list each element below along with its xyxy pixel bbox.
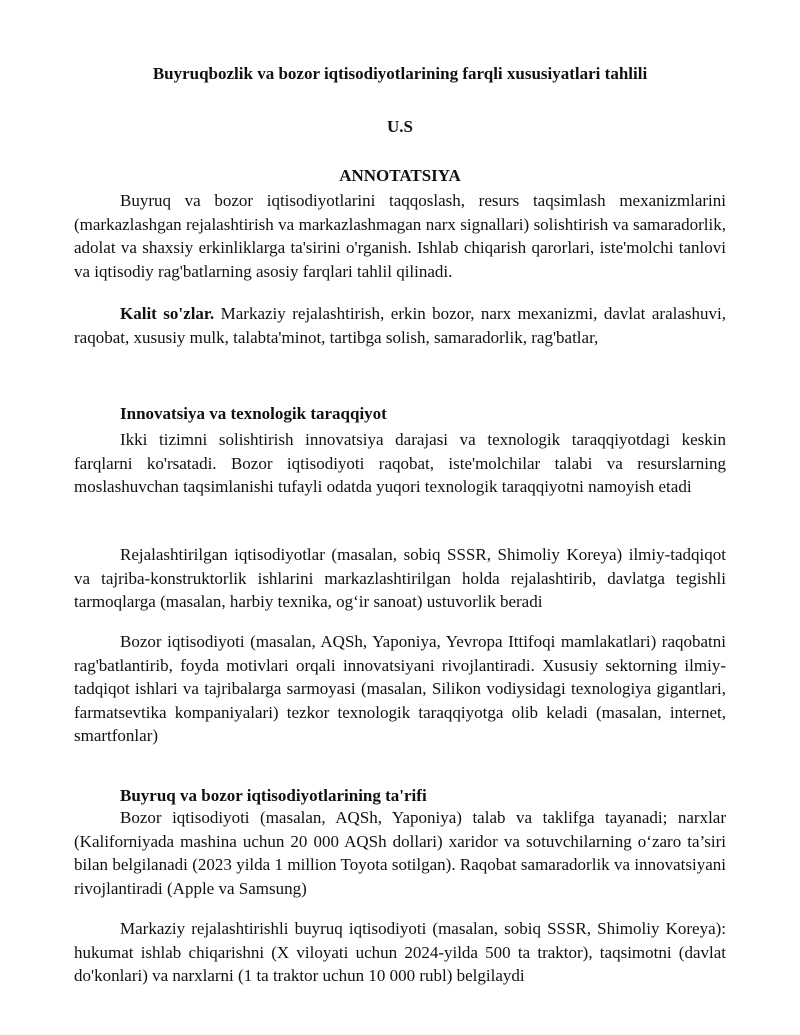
section1-paragraph-1: Ikki tizimni solishtirish innovatsiya darajasi va texnologik taraqqiyotdagi keskin farqlarni ko'rsatadi. Bozor iqtisodiyoti raqobat, iste'molchilar talabi va resurslarning moslashuvchan taqsimlanishi tufayli odatda yuqori texnologik taraqqiyotni namoyish etadi [74, 430, 726, 497]
paper-title: Buyruqbozlik va bozor iqtisodiyotlarining farqli xususiyatlari tahlili [152, 64, 648, 83]
section1-paragraph-2: Rejalashtirilgan iqtisodiyotlar (masalan, sobiq SSSR, Shimoliy Koreya) ilmiy-tadqiqot va tajriba-konstruktorlik ishlarini markazlashtirilgan holda rejalashtirib, davlatga tegishli tarmoqlarga (masalan, harbiy texnika, og‘ir sanoat) ustuvorlik beradi [74, 545, 726, 612]
section-heading-innovation: Innovatsiya va texnologik taraqqiyot [120, 404, 387, 423]
annotation-heading: ANNOTATSIYA [339, 166, 461, 185]
author-name: U.S [387, 117, 413, 136]
annotation-paragraph: Buyruq va bozor iqtisodiyotlarini taqqoslash, resurs taqsimlash mexanizmlarini (markazlashgan rejalashtirish va markazlashmagan narx signallari) solishtirish va samaradorlik, adolat va shaxsiy erkinliklarga ta'sirini o'rganish. Ishlab chiqarish qarorlari, iste'molchi tanlovi va iqtisodiy rag'batlarning asosiy farqlari tahlil qilinadi. [74, 191, 726, 281]
keywords-text: Markaziy rejalashtirish, erkin bozor, narx mexanizmi, davlat aralashuvi, raqobat, xususiy mulk, talabta'minot, tartibga solish, samaradorlik, rag'batlar, [74, 304, 726, 347]
keywords-label: Kalit so'zlar. [120, 304, 215, 323]
keywords-paragraph [74, 302, 726, 349]
section2-paragraph-1: Bozor iqtisodiyoti (masalan, AQSh, Yaponiya) talab va taklifga tayanadi; narxlar (Kaliforniyada mashina uchun 20 000 AQSh dollari) xaridor va sotuvchilarning o‘zaro ta’siri bilan belgilanadi (2023 yilda 1 million Toyota sotilgan). Raqobat samaradorlik va innovatsiyani rivojlantiradi (Apple va Samsung) [74, 808, 726, 898]
section-heading-definition: Buyruq va bozor iqtisodiyotlarining ta'rifi [120, 786, 427, 805]
section2-paragraph-2: Markaziy rejalashtirishli buyruq iqtisodiyoti (masalan, sobiq SSSR, Shimoliy Koreya): hukumat ishlab chiqarishni (X viloyati uchun 2024-yilda 500 ta traktor), taqsimotni (davlat do'konlari) va narxlarni (1 ta traktor uchun 10 000 rubl) belgilaydi [74, 919, 726, 986]
section1-paragraph-3: Bozor iqtisodiyoti (masalan, AQSh, Yaponiya, Yevropa Ittifoqi mamlakatlari) raqobatni rag'batlantirib, foyda motivlari orqali innovatsiyani rivojlantiradi. Xususiy sektorning ilmiy-tadqiqot ishlari va tajribalarga sarmoyasi (masalan, Silikon vodiysidagi texnologiya gigantlari, farmatsevtika kompaniyalari) tezkor texnologik taraqqiyotga olib keladi (masalan, internet, smartfonlar) [74, 632, 726, 746]
